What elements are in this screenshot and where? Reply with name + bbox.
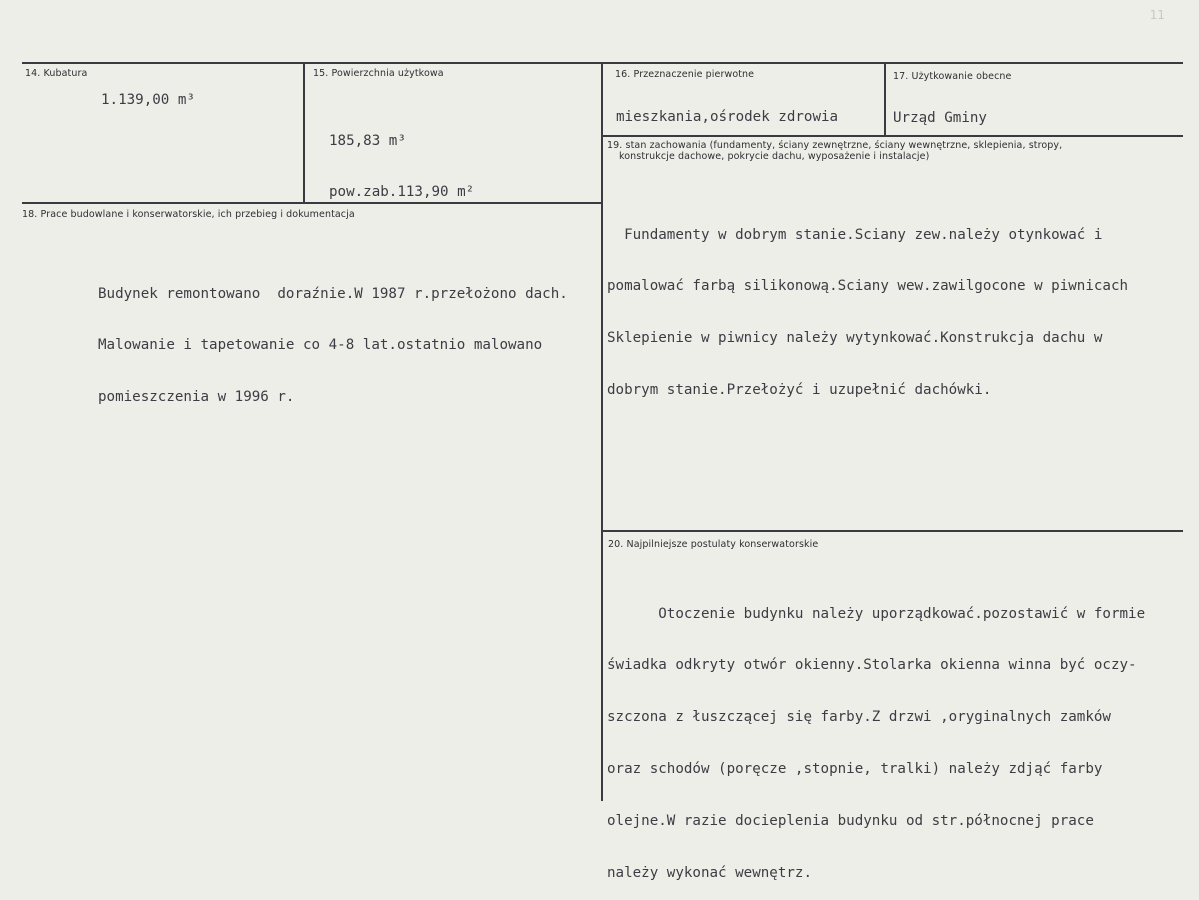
field-14-label: 14. Kubatura: [25, 68, 88, 79]
field-19-label-line-1: 19. stan zachowania (fundamenty, ściany zewnętrzne, ściany wewnętrzne, sklepienia, stropy,: [607, 140, 1063, 151]
field-19-line-2: pomalować farbą silikonową.Sciany wew.zawilgocone w piwnicach: [607, 278, 1129, 295]
field-19-line-4: dobrym stanie.Przełożyć i uzupełnić dachówki.: [607, 382, 992, 399]
field-20-line-2: świadka odkryty otwór okienny.Stolarka okienna winna być oczy-: [607, 657, 1137, 674]
rule-below-row1-left: [22, 202, 602, 204]
page-corner-mark: 11: [1149, 8, 1165, 22]
field-19-label-line-2: konstrukcje dachowe, pokrycie dachu, wyposażenie i instalacje): [619, 151, 930, 162]
field-14-value: 1.139,00 m³: [101, 92, 195, 108]
field-15-line-2: pow.zab.113,90 m²: [329, 184, 475, 201]
field-20-value: [607, 571, 1145, 900]
field-20-line-5: olejne.W razie docieplenia budynku od str.północnej prace: [607, 813, 1094, 830]
field-18-line-3: pomieszczenia w 1996 r.: [98, 389, 295, 406]
field-19-line-3: Sklepienie w piwnicy należy wytynkować.Konstrukcja dachu w: [607, 330, 1103, 347]
field-16-value: mieszkania,ośrodek zdrowia: [616, 109, 839, 125]
field-20-line-1: Otoczenie budynku należy uporządkować.pozostawić w formie: [607, 605, 1146, 622]
main-vertical-divider: [601, 63, 603, 801]
field-19-line-1: Fundamenty w dobrym stanie.Sciany zew.należy otynkować i: [607, 226, 1103, 243]
rule-above-20: [602, 530, 1183, 532]
field-18-line-1: Budynek remontowano doraźnie.W 1987 r.przełożono dach.: [98, 285, 568, 302]
field-17-label: 17. Użytkowanie obecne: [893, 71, 1012, 82]
field-15-line-1: 185,83 m³: [329, 132, 406, 149]
field-18-value: [98, 251, 568, 424]
field-20-label: 20. Najpilniejsze postulaty konserwatorskie: [608, 539, 819, 550]
field-19-label: [607, 140, 1062, 162]
field-16-label: 16. Przeznaczenie pierwotne: [615, 69, 755, 80]
field-18-label: 18. Prace budowlane i konserwatorskie, ich przebieg i dokumentacja: [22, 209, 355, 220]
field-20-line-3: szczona z łuszczącej się farby.Z drzwi ,oryginalnych zamków: [607, 709, 1111, 726]
divider-14-15: [303, 63, 305, 203]
field-20-line-4: oraz schodów (poręcze ,stopnie, tralki) należy zdjąć farby: [607, 761, 1103, 778]
field-15-label: 15. Powierzchnia użytkowa: [313, 68, 444, 79]
field-19-value: [607, 192, 1128, 417]
field-18-line-2: Malowanie i tapetowanie co 4-8 lat.ostatnio malowano: [98, 337, 543, 354]
field-15-value: [329, 98, 474, 219]
rule-below-16-17: [602, 135, 1183, 137]
divider-16-17: [884, 63, 886, 136]
field-20-line-6: należy wykonać wewnętrz.: [607, 865, 812, 882]
field-17-value: Urząd Gminy: [893, 110, 987, 126]
